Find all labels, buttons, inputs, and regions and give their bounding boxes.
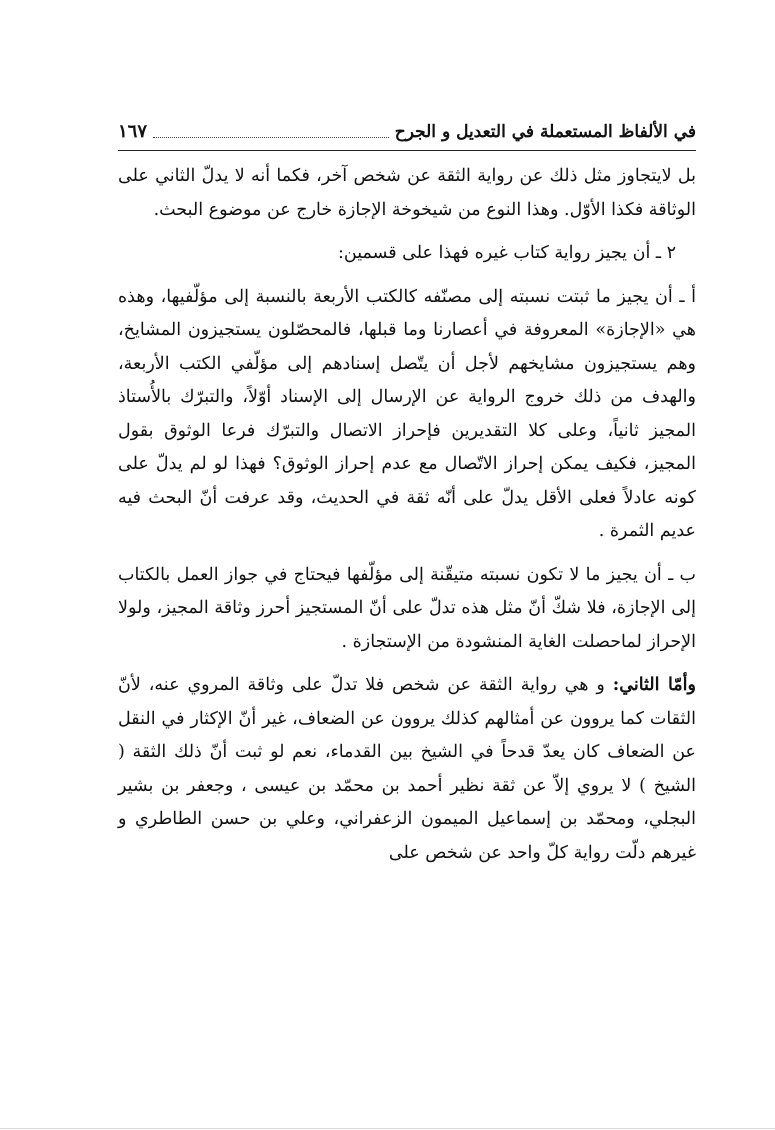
paragraph-2: ٢ ـ أن يجيز رواية كتاب غيره فهذا على قسمين:: [337, 243, 676, 263]
header-dot-leader: [153, 136, 389, 138]
paragraph-5-lead: وأمّا الثاني:: [612, 675, 696, 695]
paragraph-1: بل لايتجاوز مثل ذلك عن رواية الثقة عن شخص آخر، فكما أنه لا يدلّ الثاني على الوثاقة فكذا الأوّل. وهذا النوع من شيخوخة الإجازة خارج عن موضوع البحث.: [118, 166, 696, 220]
paragraph-4: ب ـ أن يجيز ما لا تكون نسبته متيقّنة إلى مؤلّفها فيحتاج في جواز العمل بالكتاب إلى الإجازة، فلا شكّ أنّ مثل هذه تدلّ على أنّ المستجيز أحرز وثاقة المجيز، ولولا الإحراز لماحصلت الغاية المنشودة من الإستجازة .: [118, 564, 696, 652]
page-bottom-edge: [0, 1128, 775, 1129]
paragraph-3: أ ـ أن يجيز ما ثبتت نسبته إلى مصنّفه كالكتب الأربعة بالنسبة إلى مؤلّفيها، وهذه هي «الإجازة» المعروفة في أعصارنا وما قبلها، فالمحصّلون يستجيزون المشايخ، وهم يستجيزون مشايخهم لأجل أن يتّصل إسنادهم إلى مؤلّفي الكتب الأربعة، والهدف من ذلك خروج الرواية عن الإرسال إلى الإسناد أوّلاً، والتبرّك بالأُستاذ المجيز ثانياً، وعلى كلا التقديرين فإحراز الاتصال والتبرّك فرعا الوثوق بقول المجيز، فكيف يمكن إحراز الاتّصال مع عدم إحراز الوثوق؟ فهذا لو لم يدلّ على كونه عادلاً فعلى الأقل يدلّ على أنّه ثقة في الحديث، وقد عرفت أنّ البحث فيه عديم الثمرة .: [118, 286, 696, 541]
body-text: [118, 160, 696, 880]
page-header: [118, 108, 696, 144]
paragraph-5-text: و هي رواية الثقة عن شخص فلا تدلّ على وثاقة المروي عنه، لأنّ الثقات كما يروون عن أمثالهم كذلك يروون عن الضعاف، غير أنّ الإكثار في النقل عن الضعاف كان يعدّ قدحاً في الشيخ بين القدماء، نعم لو ثبت أنّ ذلك الثقة ( الشيخ ) لا يروي إلاّ عن ثقة نظير أحمد بن محمّد بن عيسى ، وجعفر بن بشير البجلي، ومحمّد بن إسماعيل الميمون الزعفراني، وعلي بن حسن الطاطري و غيرهم دلّت رواية كلّ واحد عن شخص على: [118, 675, 696, 863]
running-title: في الألفاظ المستعملة في التعديل و الجرح: [394, 122, 696, 142]
header-rule: [118, 150, 696, 151]
page-number: ١٦٧: [118, 121, 148, 142]
paragraph-5: [118, 669, 696, 870]
